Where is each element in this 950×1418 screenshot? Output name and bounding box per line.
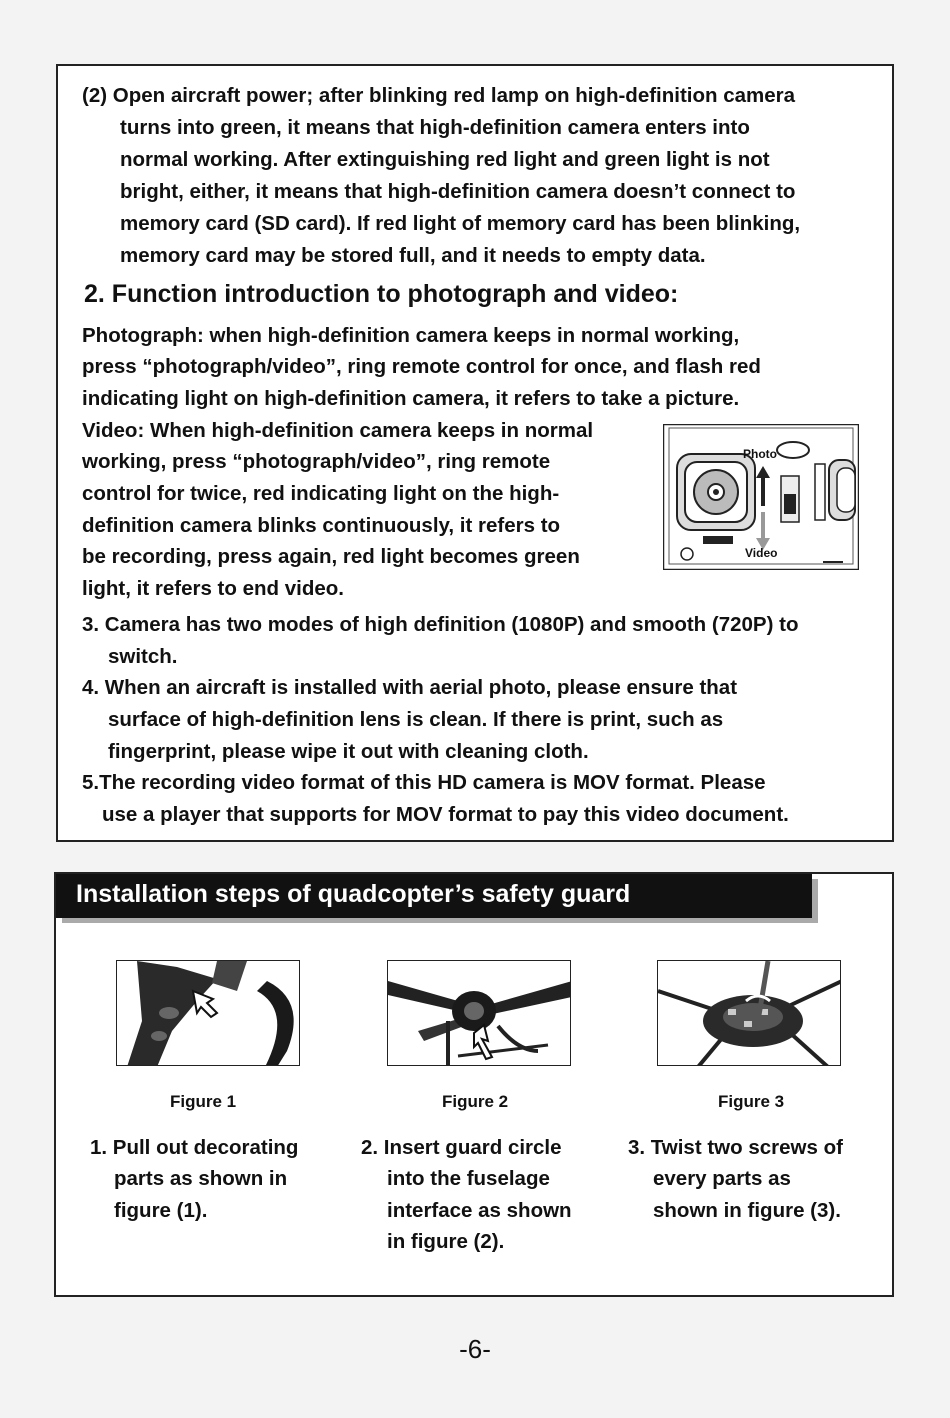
figure1-caption: Figure 1	[170, 1092, 237, 1111]
video-line2: working, press “photograph/video”, ring remote	[82, 450, 551, 473]
figure2-image	[387, 960, 571, 1066]
figure2-caption: Figure 2	[442, 1092, 509, 1111]
step1-line3: figure (1).	[114, 1199, 208, 1222]
step3-line2: every parts as	[653, 1167, 791, 1190]
step1-line2: parts as shown in	[114, 1167, 288, 1190]
page-number: -6-	[459, 1334, 491, 1364]
para2-line1: (2) Open aircraft power; after blinking red lamp on high-definition camera	[82, 84, 796, 107]
para2-line6: memory card may be stored full, and it needs to empty data.	[120, 244, 706, 267]
item3-line2: switch.	[108, 645, 178, 668]
photograph-line1: Photograph: when high-definition camera keeps in normal working,	[82, 324, 740, 347]
video-line5: be recording, press again, red light becomes green	[82, 545, 580, 568]
function-heading: 2. Function introduction to photograph and video:	[84, 280, 679, 308]
figure3-caption: Figure 3	[718, 1092, 785, 1111]
step1-line1: 1. Pull out decorating	[90, 1136, 299, 1159]
step2-line3: interface as shown	[387, 1199, 572, 1222]
para2-line4: bright, either, it means that high-definition camera doesn’t connect to	[120, 180, 796, 203]
item5-line1: 5.The recording video format of this HD camera is MOV format. Please	[82, 771, 766, 794]
photograph-line3: indicating light on high-definition camera, it refers to take a picture.	[82, 387, 740, 410]
safety-guard-box	[54, 872, 894, 1297]
step3-line1: 3. Twist two screws of	[628, 1136, 843, 1159]
video-line3: control for twice, red indicating light on the high-	[82, 482, 560, 505]
section-title: Installation steps of quadcopter’s safety guard	[76, 880, 631, 908]
item4-line1: 4. When an aircraft is installed with aerial photo, please ensure that	[82, 676, 738, 699]
step2-line4: in figure (2).	[387, 1230, 505, 1253]
para2-line2: turns into green, it means that high-definition camera enters into	[120, 116, 750, 139]
step2-line2: into the fuselage	[387, 1167, 550, 1190]
camera-instructions-box	[56, 64, 894, 842]
photograph-line2: press “photograph/video”, ring remote control for once, and flash red	[82, 355, 761, 378]
step2-line1: 2. Insert guard circle	[361, 1136, 562, 1159]
para2-line3: normal working. After extinguishing red light and green light is not	[120, 148, 770, 171]
photo-label: Photo	[743, 447, 777, 461]
video-line4: definition camera blinks continuously, it refers to	[82, 514, 561, 537]
step3-line3: shown in figure (3).	[653, 1199, 841, 1222]
figure1-image	[116, 960, 300, 1066]
item4-line2: surface of high-definition lens is clean. If there is print, such as	[108, 708, 724, 731]
section-banner	[56, 874, 812, 918]
para2-line5: memory card (SD card). If red light of memory card has been blinking,	[120, 212, 801, 235]
video-line6: light, it refers to end video.	[82, 577, 344, 600]
item3-line1: 3. Camera has two modes of high definition (1080P) and smooth (720P) to	[82, 613, 799, 636]
video-label: Video	[745, 546, 778, 560]
figure3-image	[657, 960, 841, 1066]
item5-line2: use a player that supports for MOV format to pay this video document.	[102, 803, 789, 826]
video-line1: Video: When high-definition camera keeps in normal	[82, 419, 594, 442]
remote-control-figure	[663, 424, 859, 570]
item4-line3: fingerprint, please wipe it out with cleaning cloth.	[108, 740, 589, 763]
